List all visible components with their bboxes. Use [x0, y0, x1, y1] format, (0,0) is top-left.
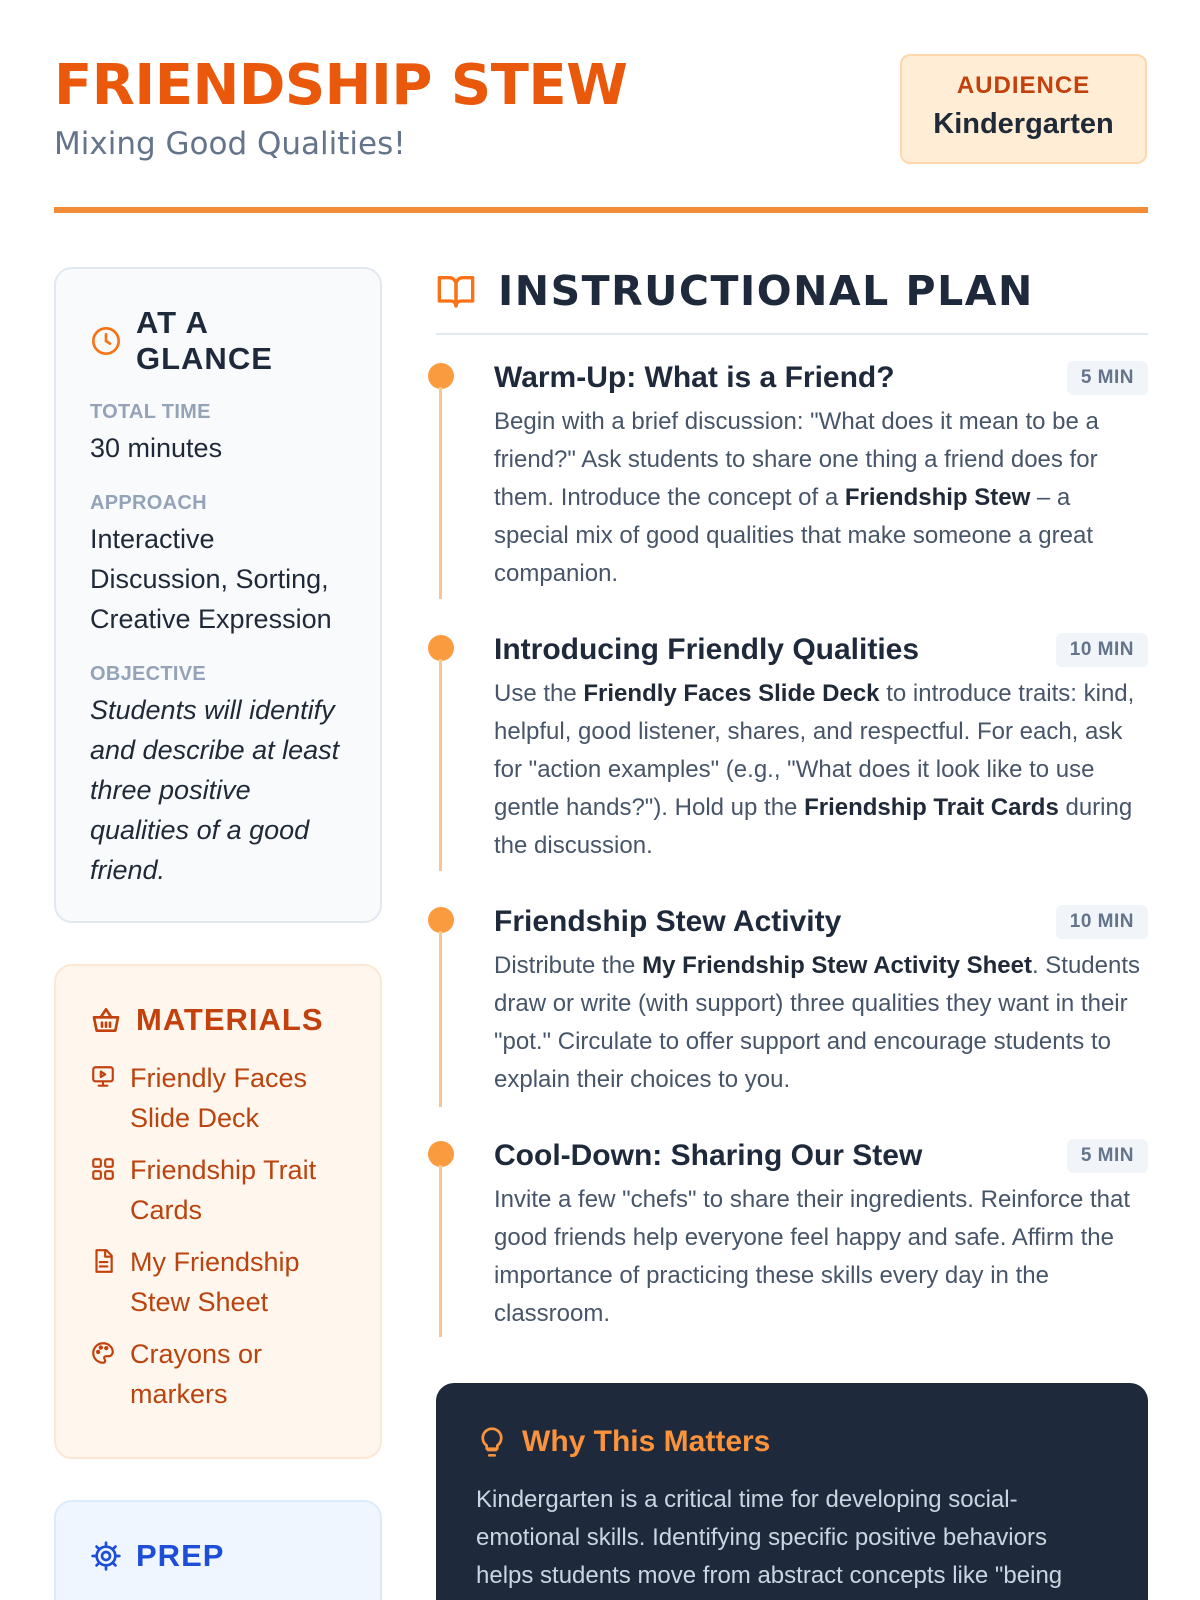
- material-item: [90, 1058, 346, 1138]
- step-body: Begin with a brief discussion: "What does it mean to be a friend?" Ask students to share one thing a friend does for them. Introduce the concept of a Friendship Stew – a special mix of good qualities that make someone a great companion.: [494, 408, 1099, 587]
- step-body: Distribute the My Friendship Stew Activity Sheet. Students draw or write (with support) three qualities they want in their "pot." Circulate to offer support and encourage students to explain their choices to you.: [494, 952, 1141, 1093]
- step-title: Friendship Stew Activity: [494, 905, 842, 938]
- objective-label: OBJECTIVE: [90, 663, 207, 685]
- why-this-matters-body: Kindergarten is a critical time for developing social-emotional skills. Identifying specific positive behaviors helps students move from abstract concepts like "being: [476, 1486, 1063, 1589]
- prep-title: PREP: [136, 1538, 225, 1573]
- step-body: Use the Friendly Faces Slide Deck to introduce traits: kind, helpful, good listener, shares, and respectful. For each, ask for "action examples" (e.g., "What does it look like to use gentle hands?"). Hold up the Friendship Trait Cards during the discussion.: [494, 680, 1135, 859]
- step-title: Warm-Up: What is a Friend?: [494, 361, 895, 394]
- duration-badge: 10 MIN: [1056, 633, 1148, 667]
- materials-list: [90, 1058, 346, 1414]
- why-this-matters-panel: [436, 1383, 1148, 1600]
- gear-icon: [90, 1540, 122, 1572]
- at-a-glance-card: [54, 267, 382, 923]
- audience-label: AUDIENCE: [956, 72, 1091, 99]
- page-header: [54, 50, 1147, 215]
- timeline-dot: [428, 1141, 454, 1167]
- why-this-matters-heading: [476, 1425, 1108, 1459]
- timeline-line: [439, 931, 442, 1107]
- instructional-plan-title: INSTRUCTIONAL PLAN: [498, 267, 1034, 315]
- timeline-line: [439, 1165, 442, 1337]
- timeline-dot: [428, 635, 454, 661]
- page-subtitle: Mixing Good Qualities!: [54, 126, 406, 162]
- material-label: My Friendship Stew Sheet: [130, 1247, 300, 1317]
- instructional-plan: [436, 267, 1148, 1373]
- duration-badge: 5 MIN: [1067, 361, 1148, 395]
- at-a-glance-title: AT A GLANCE: [136, 305, 273, 376]
- prep-heading: [90, 1538, 346, 1574]
- document-icon: [90, 1248, 116, 1274]
- objective-value: Students will identify and describe at least three positive qualities of a good friend.: [90, 695, 340, 885]
- open-book-icon: [436, 271, 476, 311]
- page-title: FRIENDSHIP STEW: [54, 53, 628, 118]
- material-item: [90, 1242, 346, 1322]
- grid-icon: [90, 1156, 116, 1182]
- why-this-matters-title: Why This Matters: [522, 1425, 771, 1458]
- clock-icon: [90, 325, 122, 357]
- at-a-glance-heading: [90, 305, 346, 377]
- materials-title: MATERIALS: [136, 1002, 324, 1037]
- step-title: Cool-Down: Sharing Our Stew: [494, 1139, 923, 1172]
- duration-badge: 5 MIN: [1067, 1139, 1148, 1173]
- approach-label: APPROACH: [90, 492, 207, 514]
- presentation-icon: [90, 1064, 116, 1090]
- audience-value: Kindergarten: [933, 108, 1114, 140]
- material-label: Friendship Trait Cards: [130, 1155, 317, 1225]
- timeline-dot: [428, 363, 454, 389]
- timeline-line: [439, 387, 442, 599]
- timeline-dot: [428, 907, 454, 933]
- timeline-step: [436, 905, 1148, 1099]
- material-label: Friendly Faces Slide Deck: [130, 1063, 308, 1133]
- material-item: [90, 1150, 346, 1230]
- materials-card: [54, 964, 382, 1459]
- lightbulb-icon: [476, 1426, 508, 1458]
- timeline-line: [439, 659, 442, 871]
- header-divider: [54, 207, 1148, 213]
- materials-heading: [90, 1002, 346, 1038]
- basket-icon: [90, 1004, 122, 1036]
- total-time-label: TOTAL TIME: [90, 401, 211, 423]
- step-title: Introducing Friendly Qualities: [494, 633, 920, 666]
- prep-card: [54, 1500, 382, 1600]
- material-label: Crayons or markers: [130, 1339, 263, 1409]
- duration-badge: 10 MIN: [1056, 905, 1148, 939]
- instructional-plan-heading: [436, 267, 1148, 335]
- palette-icon: [90, 1340, 116, 1366]
- timeline: [436, 361, 1148, 1333]
- step-body: Invite a few "chefs" to share their ingredients. Reinforce that good friends help everyone feel happy and safe. Affirm the importance of practicing these skills every day in the classroom.: [494, 1186, 1131, 1327]
- approach-value: Interactive Discussion, Sorting, Creative Expression: [90, 524, 332, 634]
- timeline-step: [436, 361, 1148, 593]
- material-item: [90, 1334, 346, 1414]
- audience-badge: [900, 54, 1147, 164]
- total-time-value: 30 minutes: [90, 433, 223, 463]
- timeline-step: [436, 1139, 1148, 1333]
- timeline-step: [436, 633, 1148, 865]
